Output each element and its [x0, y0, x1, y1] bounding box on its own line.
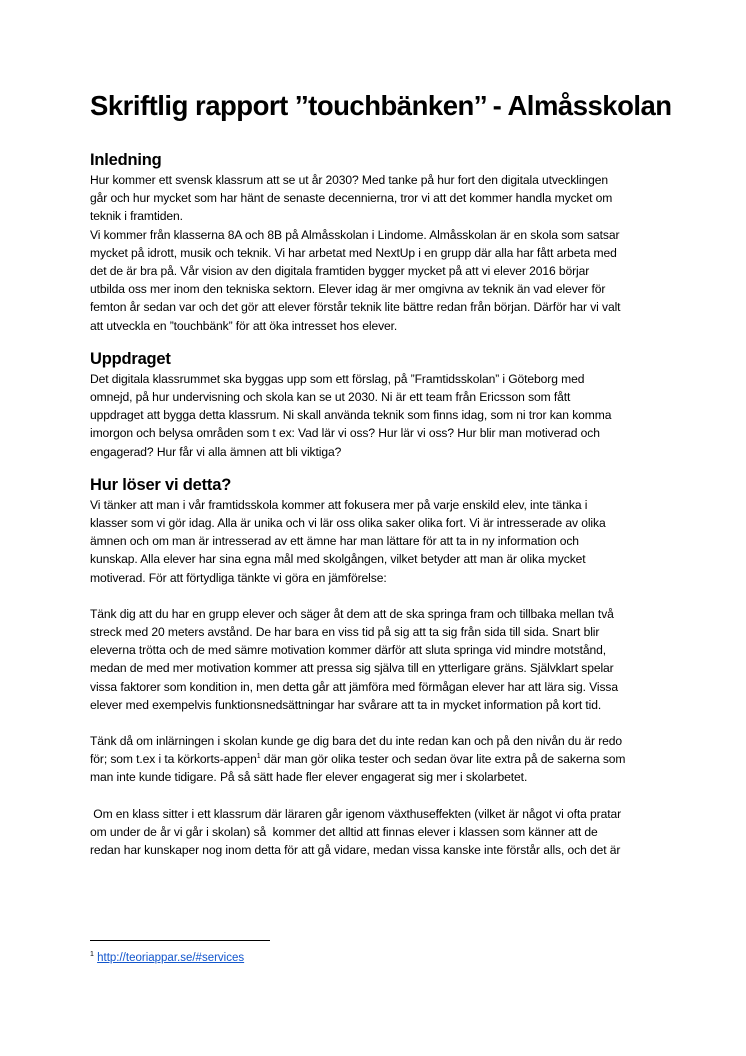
- paragraph-hur-3: [90, 732, 660, 787]
- paragraph-inledning-1: [90, 171, 660, 226]
- text-line: Tänk då om inlärningen i skolan kunde ge dig bara det du inte redan kan och på den nivån du är redo: [90, 734, 623, 749]
- text-line: man inte kunde tidigare. På så sätt hade fler elever engagerat sig mer i skolarbetet.: [90, 770, 528, 785]
- text-line: femton år sedan var och det gör att elever förstår teknik lite bättre redan från början. Därför har vi valt: [90, 300, 621, 315]
- text-line: redan har kunskaper nog inom detta för att gå vidare, medan vissa kanske inte förstår alls, och det är: [90, 843, 621, 858]
- text-line: eleverna trötta och de med sämre motivation kommer därför att sluta springa vid mindre motstånd,: [90, 643, 607, 658]
- document-title: Skriftlig rapport ’’touchbänken’’ - Almåsskolan: [90, 90, 672, 121]
- text-line: Det digitala klassrummet ska byggas upp som ett förslag, på ”Framtidsskolan” i Göteborg med: [90, 371, 585, 386]
- text-fragment: för; som t.ex i ta körkorts-appen: [90, 752, 257, 767]
- text-line: uppdraget att bygga detta klassrum. Ni skall använda teknik som finns idag, som ni tror kan komma: [90, 408, 612, 423]
- text-line: Om en klass sitter i ett klassrum där läraren går igenom växthuseffekten (vilket är något vi ofta pratar: [90, 806, 622, 821]
- paragraph-uppdraget-1: [90, 370, 660, 461]
- text-line: Vi tänker att man i vår framtidsskola kommer att fokusera mer på varje enskild elev, inte tänka i: [90, 497, 588, 512]
- paragraph-hur-1: [90, 496, 660, 587]
- text-line: Vi kommer från klasserna 8A och 8B på Almåsskolan i Lindome. Almåsskolan är en skola som satsar: [90, 227, 620, 242]
- text-fragment: där man gör olika tester och sedan övar lite extra på de sakerna som: [260, 752, 626, 767]
- heading-uppdraget: Uppdraget: [90, 349, 171, 368]
- text-line: [90, 750, 660, 768]
- text-line: engagerad? Hur får vi alla ämnen att bli viktiga?: [90, 444, 342, 459]
- text-line: teknik i framtiden.: [90, 209, 183, 224]
- text-line: streck med 20 meters avstånd. De har bara en viss tid på sig att ta sig från sida till sida. Snart blir: [90, 625, 600, 640]
- text-line: att utveckla en ”touchbänk” för att öka intresset hos elever.: [90, 318, 398, 333]
- text-line: mycket på idrott, musik och teknik. Vi har arbetat med NextUp i en grupp där alla har fått arbeta med: [90, 245, 617, 260]
- paragraph-hur-4: [90, 805, 660, 860]
- paragraph-hur-2: [90, 605, 660, 714]
- text-line: vissa faktorer som kondition in, men detta går att jämföra med förmågan elever har att lära sig. Vissa: [90, 679, 619, 694]
- text-line: medan de med mer motivation kommer att pressa sig själva till en ytterligare gräns. Självklart spelar: [90, 661, 614, 676]
- heading-hur-loser-vi: Hur löser vi detta?: [90, 475, 232, 494]
- text-line: Tänk dig att du har en grupp elever och säger åt dem att de ska springa fram och tillbaka mellan två: [90, 606, 614, 621]
- text-line: kunskap. Alla elever har sina egna mål med skolgången, vilket betyder att man är olika mycket: [90, 552, 586, 567]
- text-line: motiverad. För att förtydliga tänkte vi göra en jämförelse:: [90, 570, 387, 585]
- heading-inledning: Inledning: [90, 151, 162, 169]
- footnote: [90, 947, 244, 966]
- document-body: [90, 150, 660, 859]
- text-line: om under de år vi går i skolan) så kommer det alltid att finnas elever i klassen som känner att de: [90, 824, 598, 839]
- text-line: ämnen och om man är intresserad av ett ämne har man lättare för att ta in ny information och: [90, 534, 579, 549]
- footnote-link[interactable]: http://teoriappar.se/#services: [97, 952, 245, 964]
- text-line: imorgon och belysa områden som t ex: Vad lär vi oss? Hur lär vi oss? Hur blir man motiverad och: [90, 426, 600, 441]
- text-line: elever med exempelvis funktionsnedsättningar har svårare att ta in mycket information på kort tid.: [90, 697, 602, 712]
- footnote-separator: [90, 940, 270, 941]
- text-line: det de är bra på. Vår vision av den digitala framtiden bygger mycket på att vi elever 2016 börjar: [90, 264, 590, 279]
- text-line: går och hur mycket som har hänt de senaste decennierna, tror vi att det kommer handla mycket om: [90, 191, 613, 206]
- footnote-number: 1: [90, 951, 94, 958]
- text-line: omnejd, på hur undervisning och skola kan se ut 2030. Ni är ett team från Ericsson som fått: [90, 390, 571, 405]
- paragraph-inledning-2: [90, 226, 660, 335]
- footnote-reference[interactable]: 1: [256, 753, 261, 761]
- text-line: klasser som vi gör idag. Alla är unika och vi lär oss olika saker olika fort. Vi är intresserade av olika: [90, 516, 606, 531]
- text-line: utbilda oss mer inom den tekniska sektorn. Elever idag är mer omgivna av teknik än vad elever för: [90, 282, 606, 297]
- text-line: Hur kommer ett svensk klassrum att se ut år 2030? Med tanke på hur fort den digitala utvecklingen: [90, 173, 608, 187]
